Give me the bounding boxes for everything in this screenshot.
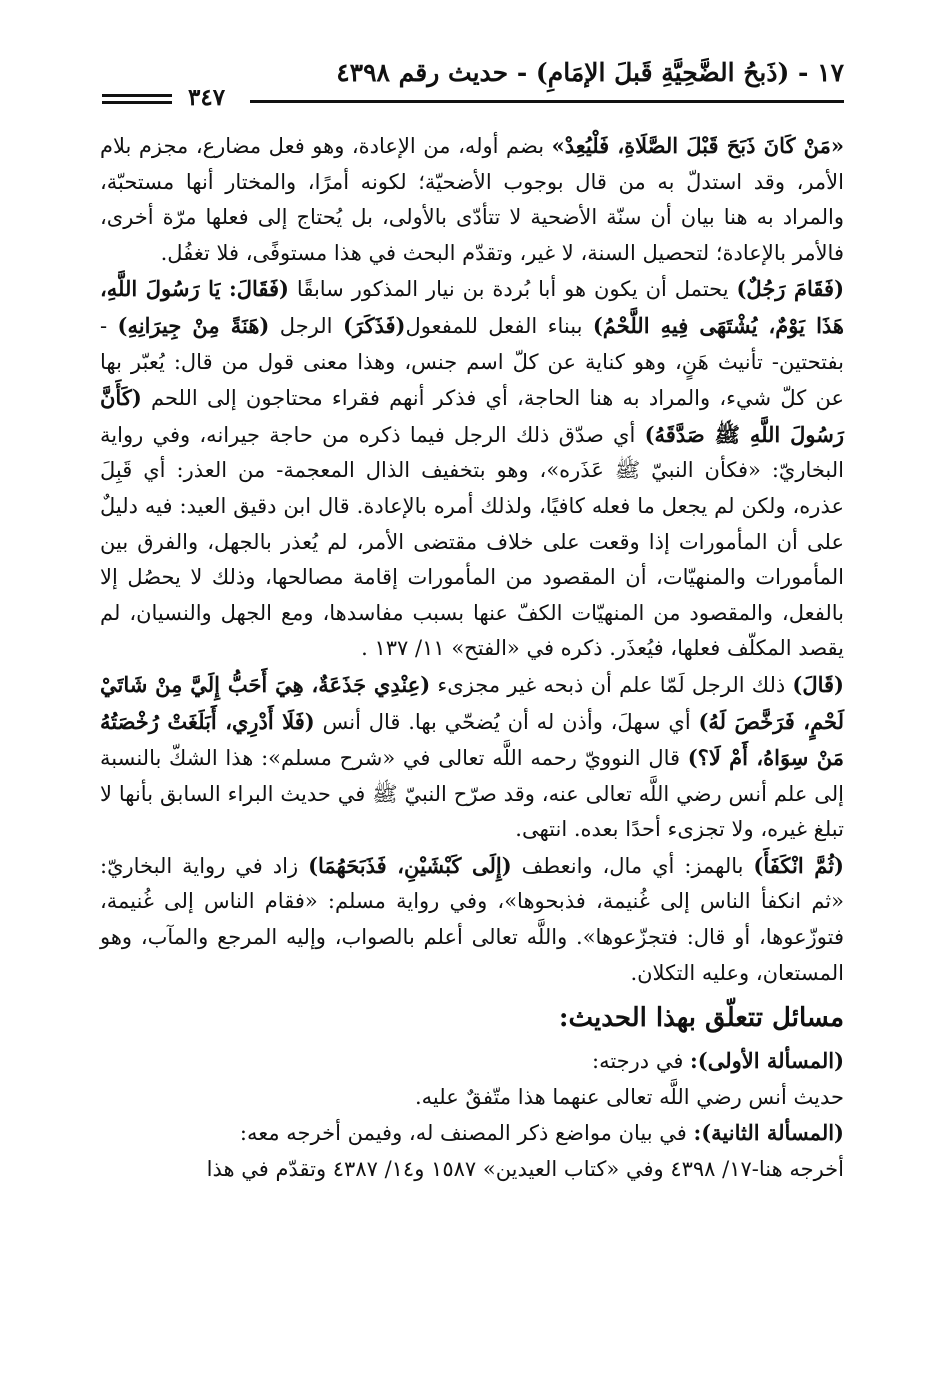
running-header	[100, 58, 844, 118]
quoted-text: (فَلَا أَدْرِي، أَبَلَغَتْ رُخْصَتُهُ مَنْ سِوَاهُ، أَمْ لَا؟)	[100, 708, 844, 771]
quoted-text: (كَأَنَّ رَسُولَ اللَّهِ ﷺ صَدَّقَهُ)	[100, 385, 845, 447]
quoted-text: (إِلَى كَبْشَيْنِ، فَذَبَحَهُمَا)	[308, 852, 512, 878]
issue-paragraph	[100, 1043, 844, 1080]
issue-paragraph	[100, 1115, 844, 1152]
commentary-text	[100, 128, 844, 991]
quoted-text: (ثُمَّ انْكَفَأَ)	[753, 852, 844, 878]
quoted-text: (المسألة الأولى):	[690, 1048, 844, 1074]
paragraph	[100, 667, 844, 848]
quoted-text: (المسألة الثانية):	[693, 1120, 844, 1146]
commentary-segment: بالهمز: أي مال، وانعطف	[511, 853, 754, 878]
paragraph	[100, 271, 844, 667]
quoted-text: «مَنْ كَانَ ذَبَحَ قَبْلَ الصَّلَاةِ، فَلْيُعِدْ»	[551, 133, 844, 158]
chapter-title: ١٧ - (ذَبحُ الضَّحِيَّةِ قَبلَ الإمَامِ) - حديث رقم ٤٣٩٨	[336, 58, 844, 87]
page-number: ٣٤٧	[182, 84, 231, 111]
commentary-segment: في درجته:	[592, 1049, 691, 1074]
issue-paragraph	[100, 1152, 844, 1188]
commentary-segment: قال النوويّ رحمه اللَّه تعالى في «شرح مسلم»: هذا الشكّ بالنسبة إلى علم أنس رضي اللَّه تعالى عنه، وقد صرّح النبيّ ﷺ في حديث البراء السابق بأنها لا تبلغ غيره، ولا تجزىء أحدًا بعده. انتهى.	[100, 746, 844, 842]
commentary-segment: حديث أنس رضي اللَّه تعالى عنهما هذا متّفقٌ عليه.	[414, 1084, 844, 1109]
quoted-text: (هَنَةً مِنْ جِيرَانِهِ)	[117, 312, 270, 338]
section-title: مسائل تتعلّق بهذا الحديث:	[558, 1003, 844, 1034]
commentary-segment: ببناء الفعل للمفعول	[405, 313, 593, 338]
quoted-text: (فَذَكَرَ)	[342, 312, 406, 338]
commentary-segment: ذلك الرجل لَمّا علم أن ذبحه غير مجزىء	[430, 672, 793, 697]
commentary-segment: بضم أوله، من الإعادة، وهو فعل مضارع، مجزم بلام الأمر، وقد استدلّ به من قال بوجوب الأضحيّة؛ لكونه أمرًا، والمختار أنها مستحبّة، والمراد به هنا بيان أن سنّة الأضحية لا تتأدّى بالأولى، بل يُحتاج إلى فعلها مرّة أخرى، فالأمر بالإعادة؛ لتحصيل السنة، لا غير، وتقدّم البحث في هذا مستوفًى، فلا تغفُل.	[100, 134, 844, 265]
commentary-segment: زاد في رواية البخاريّ: «ثم انكفأ الناس إلى غُنيمة، فذبحوها»، وفي رواية مسلم: «فقام الناس إلى غُنيمة، فتوزّعوها، أو قال: فتجزّعوها». واللَّه تعالى أعلم بالصواب، وإليه المرجع والمآب، وهو المستعان، وعليه التكلان.	[100, 853, 844, 985]
commentary-segment: أي صدّق ذلك الرجل فيما ذكره من حاجة جيرانه، وفي رواية البخاريّ: «فكأن النبيّ ﷺ عَذَره»، وهو بتخفيف الذال المعجمة- من العذر: أي قَبِلَ عذره، ولكن لم يجعل ما فعله كافيًا، ولذلك أمره بالإعادة. قال ابن دقيق العيد: فيه دليلٌ على أن المأمورات إذا وقعت على خلاف مقتضى الأمر، لم يُعذر بالجهل، والفرق بين المأمورات والمنهيّات، أن المقصود من المأمورات إقامة مصالحها، وذلك لا يحصُل إلا بالفعل، والمقصود من المنهيّات الكفّ عنها بسبب مفاسدها، ومع الجهل والنسيان، لم يقصد المكلّف فعلها، فيُعذَر. ذكره في «الفتح» ١١/ ١٣٧ .	[100, 422, 844, 661]
paragraph	[100, 848, 844, 991]
quoted-text: (فَقَالَ: يَا رَسُولَ اللَّهِ، هَذَا يَوْمٌ، يُشْتَهَى فِيهِ اللَّحْمُ)	[100, 276, 844, 338]
issue-paragraph	[100, 1080, 844, 1116]
paragraph	[100, 128, 844, 271]
page-number-rule	[102, 94, 172, 104]
commentary-segment: الرجل	[269, 313, 343, 338]
issues-list	[100, 1043, 844, 1187]
commentary-segment: - بفتحتين- تأنيث هَنٍ، وهو كناية عن كلّ اسم جنس، وهذا معنى قول من قال: يُعبّر بها عن كلّ شيء، والمراد به هنا الحاجة، أي فذكر أنهم فقراء محتاجون إلى اللحم	[100, 313, 844, 411]
header-rule	[250, 100, 844, 103]
quoted-text: (فَقَامَ رَجُلٌ)	[736, 276, 845, 302]
page-body	[100, 128, 844, 1188]
commentary-segment: أخرجه هنا-١٧/ ٤٣٩٨ وفي «كتاب العيدين» ١٥٨٧ و١٤/ ٤٣٨٧ وتقدّم في هذا	[206, 1157, 844, 1182]
quoted-text: (قَالَ)	[792, 671, 844, 697]
commentary-segment: يحتمل أن يكون هو أبا بُردة بن نيار المذكور سابقًا	[289, 277, 737, 302]
quoted-text: (عِنْدِي جَذَعَةٌ، هِيَ أَحَبُّ إِلَيَّ مِنْ شَاتَيْ لَحْمٍ، فَرَخَّصَ لَهُ)	[100, 671, 844, 734]
commentary-segment: أي سهلَ، وأذن له أن يُضحّي بها. قال أنس	[314, 709, 699, 734]
commentary-segment: في بيان مواضع ذكر المصنف له، وفيمن أخرجه معه:	[239, 1121, 694, 1146]
